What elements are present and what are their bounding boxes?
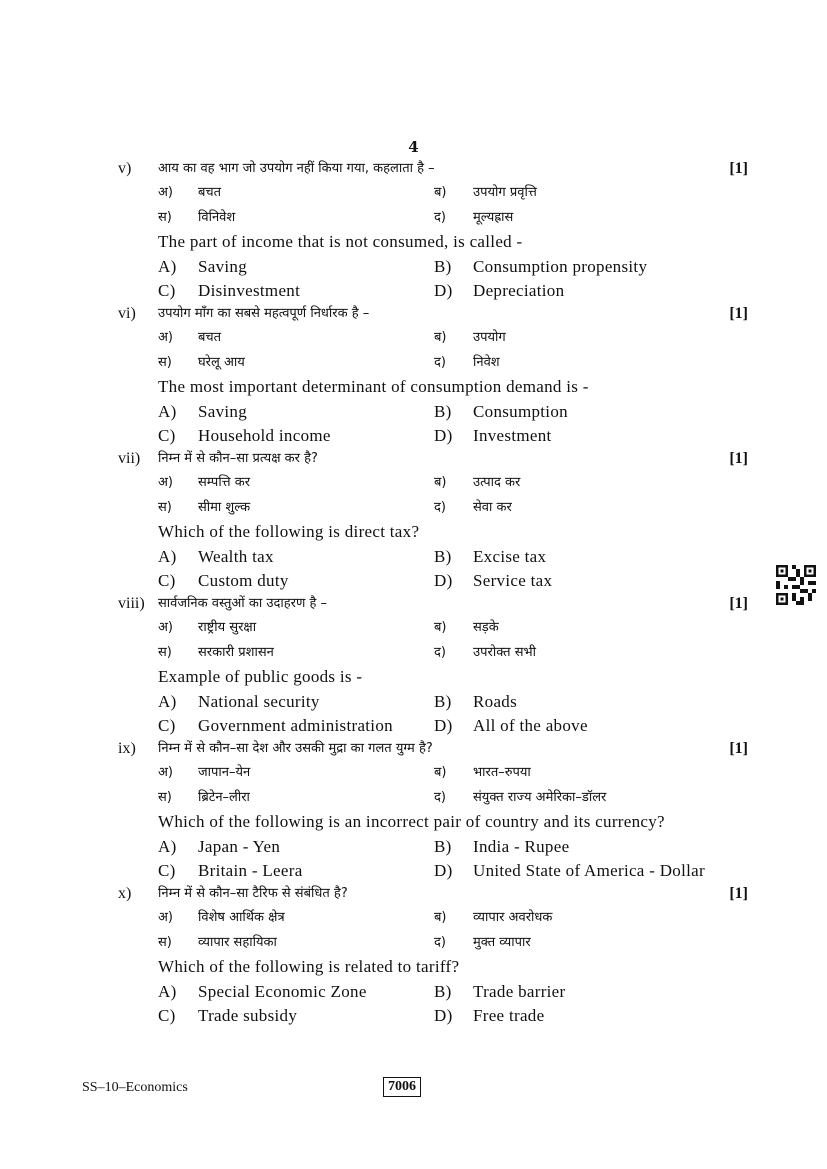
option-text: घरेलू आय xyxy=(198,354,245,370)
option-text: Disinvestment xyxy=(198,281,301,300)
option-label: स) xyxy=(158,354,172,370)
option-label: C) xyxy=(158,716,176,735)
option-label: ब) xyxy=(434,330,447,345)
qr-code-icon xyxy=(776,565,816,605)
footer-paper-code: 7006 xyxy=(383,1077,421,1097)
question-marks: [1] xyxy=(729,305,748,322)
question-text-english-row xyxy=(118,810,748,835)
option-label: D) xyxy=(434,1006,453,1025)
option-label: C) xyxy=(158,281,176,300)
question-block xyxy=(118,447,748,594)
question-text-hindi: सार्वजनिक वस्तुओं का उदाहरण है – xyxy=(158,596,328,611)
question-marks: [1] xyxy=(729,160,748,177)
option-text: Investment xyxy=(473,426,552,445)
option-label: A) xyxy=(158,256,177,276)
question-number: ix) xyxy=(118,740,136,757)
option-text: सम्पत्ति कर xyxy=(198,475,251,490)
question-header xyxy=(118,157,748,181)
option-label: B) xyxy=(434,546,452,566)
question-text-hindi: निम्न में से कौन–सा टैरिफ से संबंधित है? xyxy=(158,886,348,901)
question-text-english-row xyxy=(118,230,748,255)
option-label: द) xyxy=(434,499,446,515)
option-label: द) xyxy=(434,644,446,660)
question-text-english-row xyxy=(118,665,748,690)
english-option-row xyxy=(118,690,748,715)
option-label: B) xyxy=(434,256,452,276)
question-block xyxy=(118,882,748,1029)
option-text: सेवा कर xyxy=(473,499,512,515)
option-text: Britain - Leera xyxy=(198,861,303,880)
option-label: B) xyxy=(434,981,452,1001)
option-text: United State of America - Dollar xyxy=(473,861,705,880)
hindi-option-row xyxy=(118,496,748,521)
option-text: सरकारी प्रशासन xyxy=(198,644,274,660)
option-text: उपरोक्त सभी xyxy=(473,644,536,660)
option-text: जापान–येन xyxy=(198,765,251,780)
hindi-option-row xyxy=(118,931,748,956)
option-text: Wealth tax xyxy=(198,546,274,566)
option-text: Roads xyxy=(473,691,517,711)
hindi-option-row xyxy=(118,786,748,811)
option-label: A) xyxy=(158,691,177,711)
option-text: निवेश xyxy=(473,354,500,370)
english-option-row xyxy=(118,255,748,280)
question-text-hindi: आय का वह भाग जो उपयोग नहीं किया गया, कहलाता है – xyxy=(158,161,435,176)
english-option-row xyxy=(118,569,748,594)
option-label: ब) xyxy=(434,910,447,925)
option-text: Depreciation xyxy=(473,281,565,300)
question-number: viii) xyxy=(118,595,145,612)
question-text-english: Which of the following is related to tariff? xyxy=(158,957,460,976)
option-label: C) xyxy=(158,1006,176,1025)
option-text: Consumption propensity xyxy=(473,256,648,276)
question-text-english: The part of income that is not consumed, is called - xyxy=(158,232,523,251)
question-text-english-row xyxy=(118,520,748,545)
question-block xyxy=(118,157,748,304)
option-text: विनिवेश xyxy=(198,209,236,225)
option-text: Special Economic Zone xyxy=(198,981,367,1001)
option-label: ब) xyxy=(434,765,447,780)
option-label: C) xyxy=(158,861,176,880)
hindi-option-row xyxy=(118,761,748,786)
option-label: अ) xyxy=(158,475,174,490)
english-option-row xyxy=(118,279,748,304)
option-label: ब) xyxy=(434,620,447,635)
option-text: विशेष आर्थिक क्षेत्र xyxy=(198,910,285,925)
question-text-english-row xyxy=(118,955,748,980)
option-text: National security xyxy=(198,691,320,711)
option-label: B) xyxy=(434,836,452,856)
option-text: ब्रिटेन–लीरा xyxy=(198,789,250,805)
option-text: उपयोग प्रवृत्ति xyxy=(473,185,537,200)
english-option-row xyxy=(118,859,748,884)
option-label: B) xyxy=(434,691,452,711)
option-label: C) xyxy=(158,571,176,590)
hindi-option-row xyxy=(118,351,748,376)
option-text: Trade subsidy xyxy=(198,1006,298,1025)
question-header xyxy=(118,882,748,906)
question-marks: [1] xyxy=(729,740,748,757)
option-label: अ) xyxy=(158,620,174,635)
question-header xyxy=(118,592,748,616)
option-text: व्यापार अवरोधक xyxy=(473,910,553,925)
option-label: द) xyxy=(434,789,446,805)
hindi-option-row xyxy=(118,471,748,496)
option-label: D) xyxy=(434,426,453,445)
question-header xyxy=(118,737,748,761)
option-text: बचत xyxy=(198,185,222,200)
hindi-option-row xyxy=(118,906,748,931)
question-marks: [1] xyxy=(729,450,748,467)
option-label: स) xyxy=(158,789,172,805)
option-text: Japan - Yen xyxy=(198,836,281,856)
option-text: Custom duty xyxy=(198,571,289,590)
english-option-row xyxy=(118,980,748,1005)
option-label: अ) xyxy=(158,910,174,925)
option-label: द) xyxy=(434,354,446,370)
option-text: उपयोग xyxy=(473,330,506,345)
page-number: 4 xyxy=(408,138,419,156)
english-option-row xyxy=(118,400,748,425)
option-label: अ) xyxy=(158,185,174,200)
option-text: Excise tax xyxy=(473,546,547,566)
option-text: बचत xyxy=(198,330,222,345)
question-text-hindi: निम्न में से कौन–सा प्रत्यक्ष कर है? xyxy=(158,451,318,466)
question-text-english: Which of the following is an incorrect pair of country and its currency? xyxy=(158,812,665,831)
question-text-english: Example of public goods is - xyxy=(158,667,363,686)
hindi-option-row xyxy=(118,326,748,351)
question-block xyxy=(118,592,748,739)
hindi-option-row xyxy=(118,181,748,206)
option-text: सड़के xyxy=(473,620,499,635)
english-option-row xyxy=(118,424,748,449)
option-label: A) xyxy=(158,981,177,1001)
english-option-row xyxy=(118,545,748,570)
footer-subject: SS–10–Economics xyxy=(82,1080,188,1095)
option-text: Trade barrier xyxy=(473,981,566,1001)
option-text: मूल्यह्रास xyxy=(473,209,514,225)
option-text: Household income xyxy=(198,426,331,445)
english-option-row xyxy=(118,714,748,739)
question-number: vi) xyxy=(118,305,136,322)
option-text: Saving xyxy=(198,401,248,421)
option-label: B) xyxy=(434,401,452,421)
option-label: C) xyxy=(158,426,176,445)
hindi-option-row xyxy=(118,641,748,666)
option-label: A) xyxy=(158,836,177,856)
question-block xyxy=(118,302,748,449)
option-label: D) xyxy=(434,716,453,735)
question-header xyxy=(118,447,748,471)
option-label: D) xyxy=(434,861,453,880)
question-marks: [1] xyxy=(729,595,748,612)
english-option-row xyxy=(118,835,748,860)
option-text: सीमा शुल्क xyxy=(198,499,251,515)
option-text: संयुक्त राज्य अमेरिका–डॉलर xyxy=(473,789,607,805)
option-label: स) xyxy=(158,934,172,950)
question-text-english-row xyxy=(118,375,748,400)
option-label: स) xyxy=(158,209,172,225)
option-label: A) xyxy=(158,546,177,566)
option-label: अ) xyxy=(158,330,174,345)
option-label: द) xyxy=(434,209,446,225)
question-text-english: Which of the following is direct tax? xyxy=(158,522,420,541)
option-text: राष्ट्रीय सुरक्षा xyxy=(198,620,257,635)
question-number: v) xyxy=(118,160,132,177)
option-text: भारत–रुपया xyxy=(473,765,531,780)
option-text: Service tax xyxy=(473,571,553,590)
option-label: स) xyxy=(158,644,172,660)
option-text: Government administration xyxy=(198,716,393,735)
option-text: Saving xyxy=(198,256,248,276)
question-marks: [1] xyxy=(729,885,748,902)
hindi-option-row xyxy=(118,616,748,641)
option-text: मुक्त व्यापार xyxy=(473,934,531,950)
option-label: A) xyxy=(158,401,177,421)
question-text-hindi: निम्न में से कौन–सा देश और उसकी मुद्रा का गलत युग्म है? xyxy=(158,741,433,756)
option-label: ब) xyxy=(434,185,447,200)
option-text: उत्पाद कर xyxy=(473,475,521,490)
option-label: D) xyxy=(434,281,453,300)
option-text: All of the above xyxy=(473,716,588,735)
option-label: स) xyxy=(158,499,172,515)
question-text-hindi: उपयोग माँग का सबसे महत्वपूर्ण निर्धारक है – xyxy=(158,306,370,321)
option-label: द) xyxy=(434,934,446,950)
question-block xyxy=(118,737,748,884)
option-label: ब) xyxy=(434,475,447,490)
option-label: D) xyxy=(434,571,453,590)
option-text: व्यापार सहायिका xyxy=(198,934,277,950)
question-number: vii) xyxy=(118,450,141,467)
question-number: x) xyxy=(118,885,132,902)
option-label: अ) xyxy=(158,765,174,780)
question-header xyxy=(118,302,748,326)
english-option-row xyxy=(118,1004,748,1029)
hindi-option-row xyxy=(118,206,748,231)
option-text: Consumption xyxy=(473,401,568,421)
question-text-english: The most important determinant of consumption demand is - xyxy=(158,377,589,396)
option-text: Free trade xyxy=(473,1006,545,1025)
option-text: India - Rupee xyxy=(473,836,570,856)
